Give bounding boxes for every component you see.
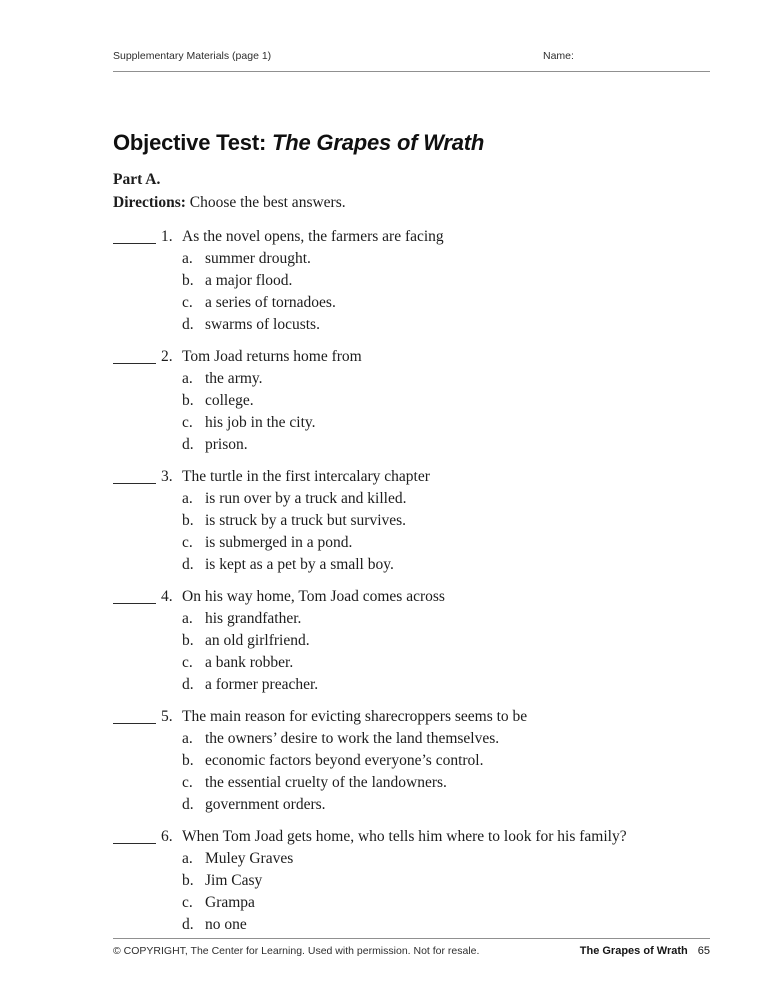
option-letter: c. <box>182 654 193 671</box>
option-letter: a. <box>182 610 193 627</box>
answer-blank[interactable] <box>113 348 156 364</box>
option-text: government orders. <box>205 796 326 813</box>
option-letter: b. <box>182 752 194 769</box>
option-text: is submerged in a pond. <box>205 534 353 551</box>
question-text: The turtle in the first intercalary chapter <box>182 468 430 485</box>
option-text: economic factors beyond everyone’s control. <box>205 752 484 769</box>
option-letter: a. <box>182 850 193 867</box>
title-book-name: The Grapes of Wrath <box>272 130 485 155</box>
question-number: 4. <box>161 588 173 605</box>
option-letter: a. <box>182 250 193 267</box>
option-text: a former preacher. <box>205 676 319 693</box>
directions-label: Directions: <box>113 194 186 211</box>
footer-page-number: 65 <box>697 945 710 957</box>
option-letter: b. <box>182 392 194 409</box>
option-text: is struck by a truck but survives. <box>205 512 407 529</box>
option-row <box>182 608 710 630</box>
option-letter: d. <box>182 436 194 453</box>
question-row <box>113 706 710 728</box>
option-row <box>182 728 710 750</box>
question-number: 6. <box>161 828 173 845</box>
option-row <box>182 750 710 772</box>
option-row <box>182 434 710 456</box>
option-letter: a. <box>182 370 193 387</box>
name-field[interactable] <box>543 50 710 62</box>
part-label: Part A. <box>113 171 161 188</box>
option-text: no one <box>205 916 247 933</box>
options <box>113 848 710 936</box>
options <box>113 608 710 696</box>
option-text: a bank robber. <box>205 654 294 671</box>
option-letter: c. <box>182 774 193 791</box>
option-row <box>182 412 710 434</box>
copyright-notice: © COPYRIGHT, The Center for Learning. Used with permission. Not for resale. <box>113 945 480 957</box>
option-row <box>182 292 710 314</box>
option-text: prison. <box>205 436 248 453</box>
option-letter: d. <box>182 676 194 693</box>
question-text: On his way home, Tom Joad comes across <box>182 588 445 605</box>
option-text: the essential cruelty of the landowners. <box>205 774 447 791</box>
option-text: the army. <box>205 370 263 387</box>
question-number: 2. <box>161 348 173 365</box>
option-text: Grampa <box>205 894 255 911</box>
options <box>113 368 710 456</box>
page-content <box>113 130 710 946</box>
option-text: a series of tornadoes. <box>205 294 336 311</box>
option-row <box>182 488 710 510</box>
option-letter: b. <box>182 632 194 649</box>
question-row <box>113 346 710 368</box>
question-row <box>113 466 710 488</box>
option-row <box>182 892 710 914</box>
question-block <box>113 226 710 336</box>
directions-text: Choose the best answers. <box>185 194 346 211</box>
question-block <box>113 826 710 936</box>
option-letter: b. <box>182 512 194 529</box>
option-text: Muley Graves <box>205 850 294 867</box>
option-letter: c. <box>182 894 193 911</box>
option-letter: d. <box>182 556 194 573</box>
options <box>113 248 710 336</box>
page-header <box>113 50 710 72</box>
option-text: his grandfather. <box>205 610 302 627</box>
page-footer <box>113 938 710 957</box>
option-row <box>182 630 710 652</box>
option-text: swarms of locusts. <box>205 316 320 333</box>
option-letter: c. <box>182 294 193 311</box>
directions <box>113 192 710 213</box>
option-text: is kept as a pet by a small boy. <box>205 556 394 573</box>
question-text: When Tom Joad gets home, who tells him where to look for his family? <box>182 828 627 845</box>
option-letter: d. <box>182 916 194 933</box>
options <box>113 728 710 816</box>
option-letter: a. <box>182 730 193 747</box>
option-letter: b. <box>182 272 194 289</box>
option-text: his job in the city. <box>205 414 316 431</box>
name-label: Name: <box>543 50 574 62</box>
option-text: an old girlfriend. <box>205 632 310 649</box>
option-row <box>182 270 710 292</box>
option-row <box>182 314 710 336</box>
option-letter: b. <box>182 872 194 889</box>
option-row <box>182 914 710 936</box>
option-text: Jim Casy <box>205 872 263 889</box>
question-row <box>113 226 710 248</box>
option-row <box>182 772 710 794</box>
question-block <box>113 346 710 456</box>
title-prefix: Objective Test: <box>113 130 272 155</box>
question-row <box>113 586 710 608</box>
option-letter: a. <box>182 490 193 507</box>
option-row <box>182 674 710 696</box>
question-text: The main reason for evicting sharecroppers seems to be <box>182 708 528 725</box>
answer-blank[interactable] <box>113 228 156 244</box>
option-row <box>182 510 710 532</box>
option-letter: c. <box>182 534 193 551</box>
answer-blank[interactable] <box>113 468 156 484</box>
option-letter: d. <box>182 316 194 333</box>
option-row <box>182 652 710 674</box>
question-number: 1. <box>161 228 173 245</box>
option-letter: d. <box>182 796 194 813</box>
option-text: is run over by a truck and killed. <box>205 490 407 507</box>
question-row <box>113 826 710 848</box>
option-row <box>182 554 710 576</box>
option-text: college. <box>205 392 254 409</box>
option-row <box>182 794 710 816</box>
page-title <box>113 130 710 156</box>
option-text: the owners’ desire to work the land themselves. <box>205 730 500 747</box>
option-row <box>182 848 710 870</box>
option-row <box>182 368 710 390</box>
option-row <box>182 532 710 554</box>
answer-blank[interactable] <box>113 708 156 724</box>
answer-blank[interactable] <box>113 828 156 844</box>
option-text: a major flood. <box>205 272 293 289</box>
answer-blank[interactable] <box>113 588 156 604</box>
option-row <box>182 870 710 892</box>
question-block <box>113 466 710 576</box>
option-row <box>182 248 710 270</box>
option-text: summer drought. <box>205 250 311 267</box>
footer-book-title: The Grapes of Wrath <box>579 945 688 957</box>
question-block <box>113 586 710 696</box>
question-number: 3. <box>161 468 173 485</box>
question-number: 5. <box>161 708 173 725</box>
options <box>113 488 710 576</box>
header-left-label: Supplementary Materials (page 1) <box>113 50 272 62</box>
question-text: As the novel opens, the farmers are facing <box>182 228 444 245</box>
question-block <box>113 706 710 816</box>
option-row <box>182 390 710 412</box>
option-letter: c. <box>182 414 193 431</box>
question-text: Tom Joad returns home from <box>182 348 362 365</box>
questions <box>113 226 710 936</box>
footer-right <box>580 945 710 957</box>
